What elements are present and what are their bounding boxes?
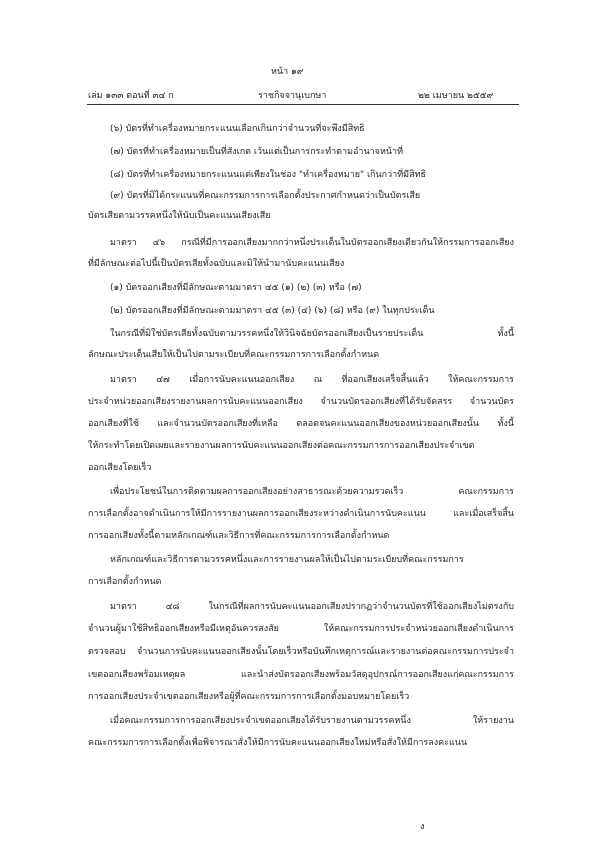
body-line: เมื่อคณะกรรมการการออกเสียงประจำเขตออกเสียงได้รับรายงานตามวรรคหนึ่ง ให้รายงาน (110, 716, 514, 726)
body-line: ในกรณีที่มิใช่บัตรเสียทั้งฉบับตามวรรคหนึ่งให้วินิจฉัยบัตรออกเสียงเป็นรายประเด็น ทั้งนี้ (110, 329, 514, 339)
body-line: ประจำหน่วยออกเสียงรายงานผลการนับคะแนนออกเสียง จำนวนบัตรออกเสียงที่ได้รับจัดสรร จำนวนบัตร (88, 397, 514, 407)
body-line: ลักษณะประเด็นเสียให้เป็นไปตามระเบียบที่คณะกรรมการการเลือกตั้งกำหนด (88, 350, 380, 360)
body-line: ออกเสียงที่ใช้ และจำนวนบัตรออกเสียงที่เหลือ ตลอดจนคะแนนออกเสียงของหน่วยออกเสียงนั้น ทั้งนี้ (88, 419, 514, 429)
gazette-title: ราชกิจจานุเบกษา (258, 91, 327, 101)
body-line: หลักเกณฑ์และวิธีการตามวรรคหนึ่งและการรายงานผลให้เป็นไปตามระเบียบที่คณะกรรมการ (110, 555, 464, 565)
body-line: การเลือกตั้งกำหนด (88, 577, 162, 587)
body-line: (๖) บัตรที่ทำเครื่องหมายกระแนนเลือกเกินกว่าจำนวนที่จะพึงมีสิทธิ (110, 124, 365, 134)
body-line: (๘) บัตรที่ทำเครื่องหมายกระแนนแต่เพียงในช่อง "ทำเครื่องหมาย" เกินกว่าที่มีสิทธิ (110, 170, 426, 180)
body-line: เพื่อประโยชน์ในการติดตามผลการออกเสียงอย่างสาธารณะด้วยความรวดเร็ว คณะกรรมการ (110, 487, 514, 497)
body-line: การเลือกตั้งอาจดำเนินการให้มีการรายงานผลการออกเสียงระหว่างดำเนินการนับคะแนน และเมื่อเสร็จสิ้น (88, 509, 514, 519)
section-46-heading-line: มาตรา ๔๖ กรณีที่มีการออกเสียงมากกว่าหนึ่งประเด็นในบัตรออกเสียงเดียวกันให้กรรมการออกเสียง (110, 238, 514, 248)
publication-date: ๒๒ เมษายน ๒๕๕๙ (418, 91, 494, 101)
body-line: (๙) บัตรที่มิได้กระแนนที่คณะกรรมการการเลือกตั้งประกาศกำหนดว่าเป็นบัตรเสีย (110, 191, 421, 201)
header-rule (87, 104, 519, 105)
body-line: ที่มีลักษณะต่อไปนี้เป็นบัตรเสียทั้งฉบับและมิให้นำมานับคะแนนเสียง (88, 259, 345, 269)
body-line: การออกเสียงทั้งนี้ตามหลักเกณฑ์และวิธีการที่คณะกรรมการการเลือกตั้งกำหนด (88, 531, 390, 541)
volume-issue: เล่ม ๑๓๓ ตอนที่ ๓๔ ก (88, 91, 174, 101)
body-line: ออกเสียงโดยเร็ว (88, 463, 152, 473)
section-47-heading-line: มาตรา ๔๗ เมื่อการนับคะแนนออกเสียง ณ ที่ออกเสียงเสร็จสิ้นแล้ว ให้คณะกรรมการ (110, 375, 514, 385)
page-number: หน้า ๑๙ (271, 67, 304, 77)
body-line: คณะกรรมการการเลือกตั้งเพื่อพิจารณาสั่งให้มีการนับคะแนนออกเสียงใหม่หรือสั่งให้มีการลงคะแนน (88, 738, 468, 748)
footer-mark: ง (420, 822, 425, 832)
body-line: การออกเสียงประจำเขตออกเสียงหรือผู้ที่คณะกรรมการการเลือกตั้งมอบหมายโดยเร็ว (88, 692, 410, 702)
section-48-heading-line: มาตรา ๔๘ ในกรณีที่ผลการนับคะแนนออกเสียงปรากฏว่าจำนวนบัตรที่ใช้ออกเสียงไม่ตรงกับ (110, 602, 514, 612)
body-line: เขตออกเสียงพร้อมเหตุผล และนำส่งบัตรออกเสียงพร้อมวัสดุอุปกรณ์การออกเสียงแก่คณะกรรมการ (88, 670, 514, 680)
body-line: จำนวนผู้มาใช้สิทธิออกเสียงหรือมีเหตุอันควรสงสัย ให้คณะกรรมการประจำหน่วยออกเสียงดำเนินการ (88, 624, 514, 634)
body-line: บัตรเสียตามวรรคหนึ่งให้นับเป็นคะแนนเสียงเสีย (88, 211, 271, 221)
body-line: (๑) บัตรออกเสียงที่มีลักษณะตามมาตรา ๔๕ (๑) (๒) (๓) หรือ (๗) (110, 283, 362, 293)
body-line: (๒) บัตรออกเสียงที่มีลักษณะตามมาตรา ๔๕ (๓) (๔) (๖) (๘) หรือ (๙) ในทุกประเด็น (110, 306, 435, 316)
body-line: ให้กระทำโดยเปิดเผยและรายงานผลการนับคะแนนออกเสียงต่อคณะกรรมการการออกเสียงประจำเขต (88, 441, 475, 451)
body-line: (๗) บัตรที่ทำเครื่องหมายเป็นที่สังเกต เว้นแต่เป็นการกระทำตามอำนาจหน้าที่ (110, 147, 404, 157)
body-line: ตรวจสอบ จำนวนการนับคะแนนออกเสียงนั้นโดยเร็วหรือบันทึกเหตุการณ์และรายงานต่อคณะกรรมการประจำ (88, 647, 514, 657)
